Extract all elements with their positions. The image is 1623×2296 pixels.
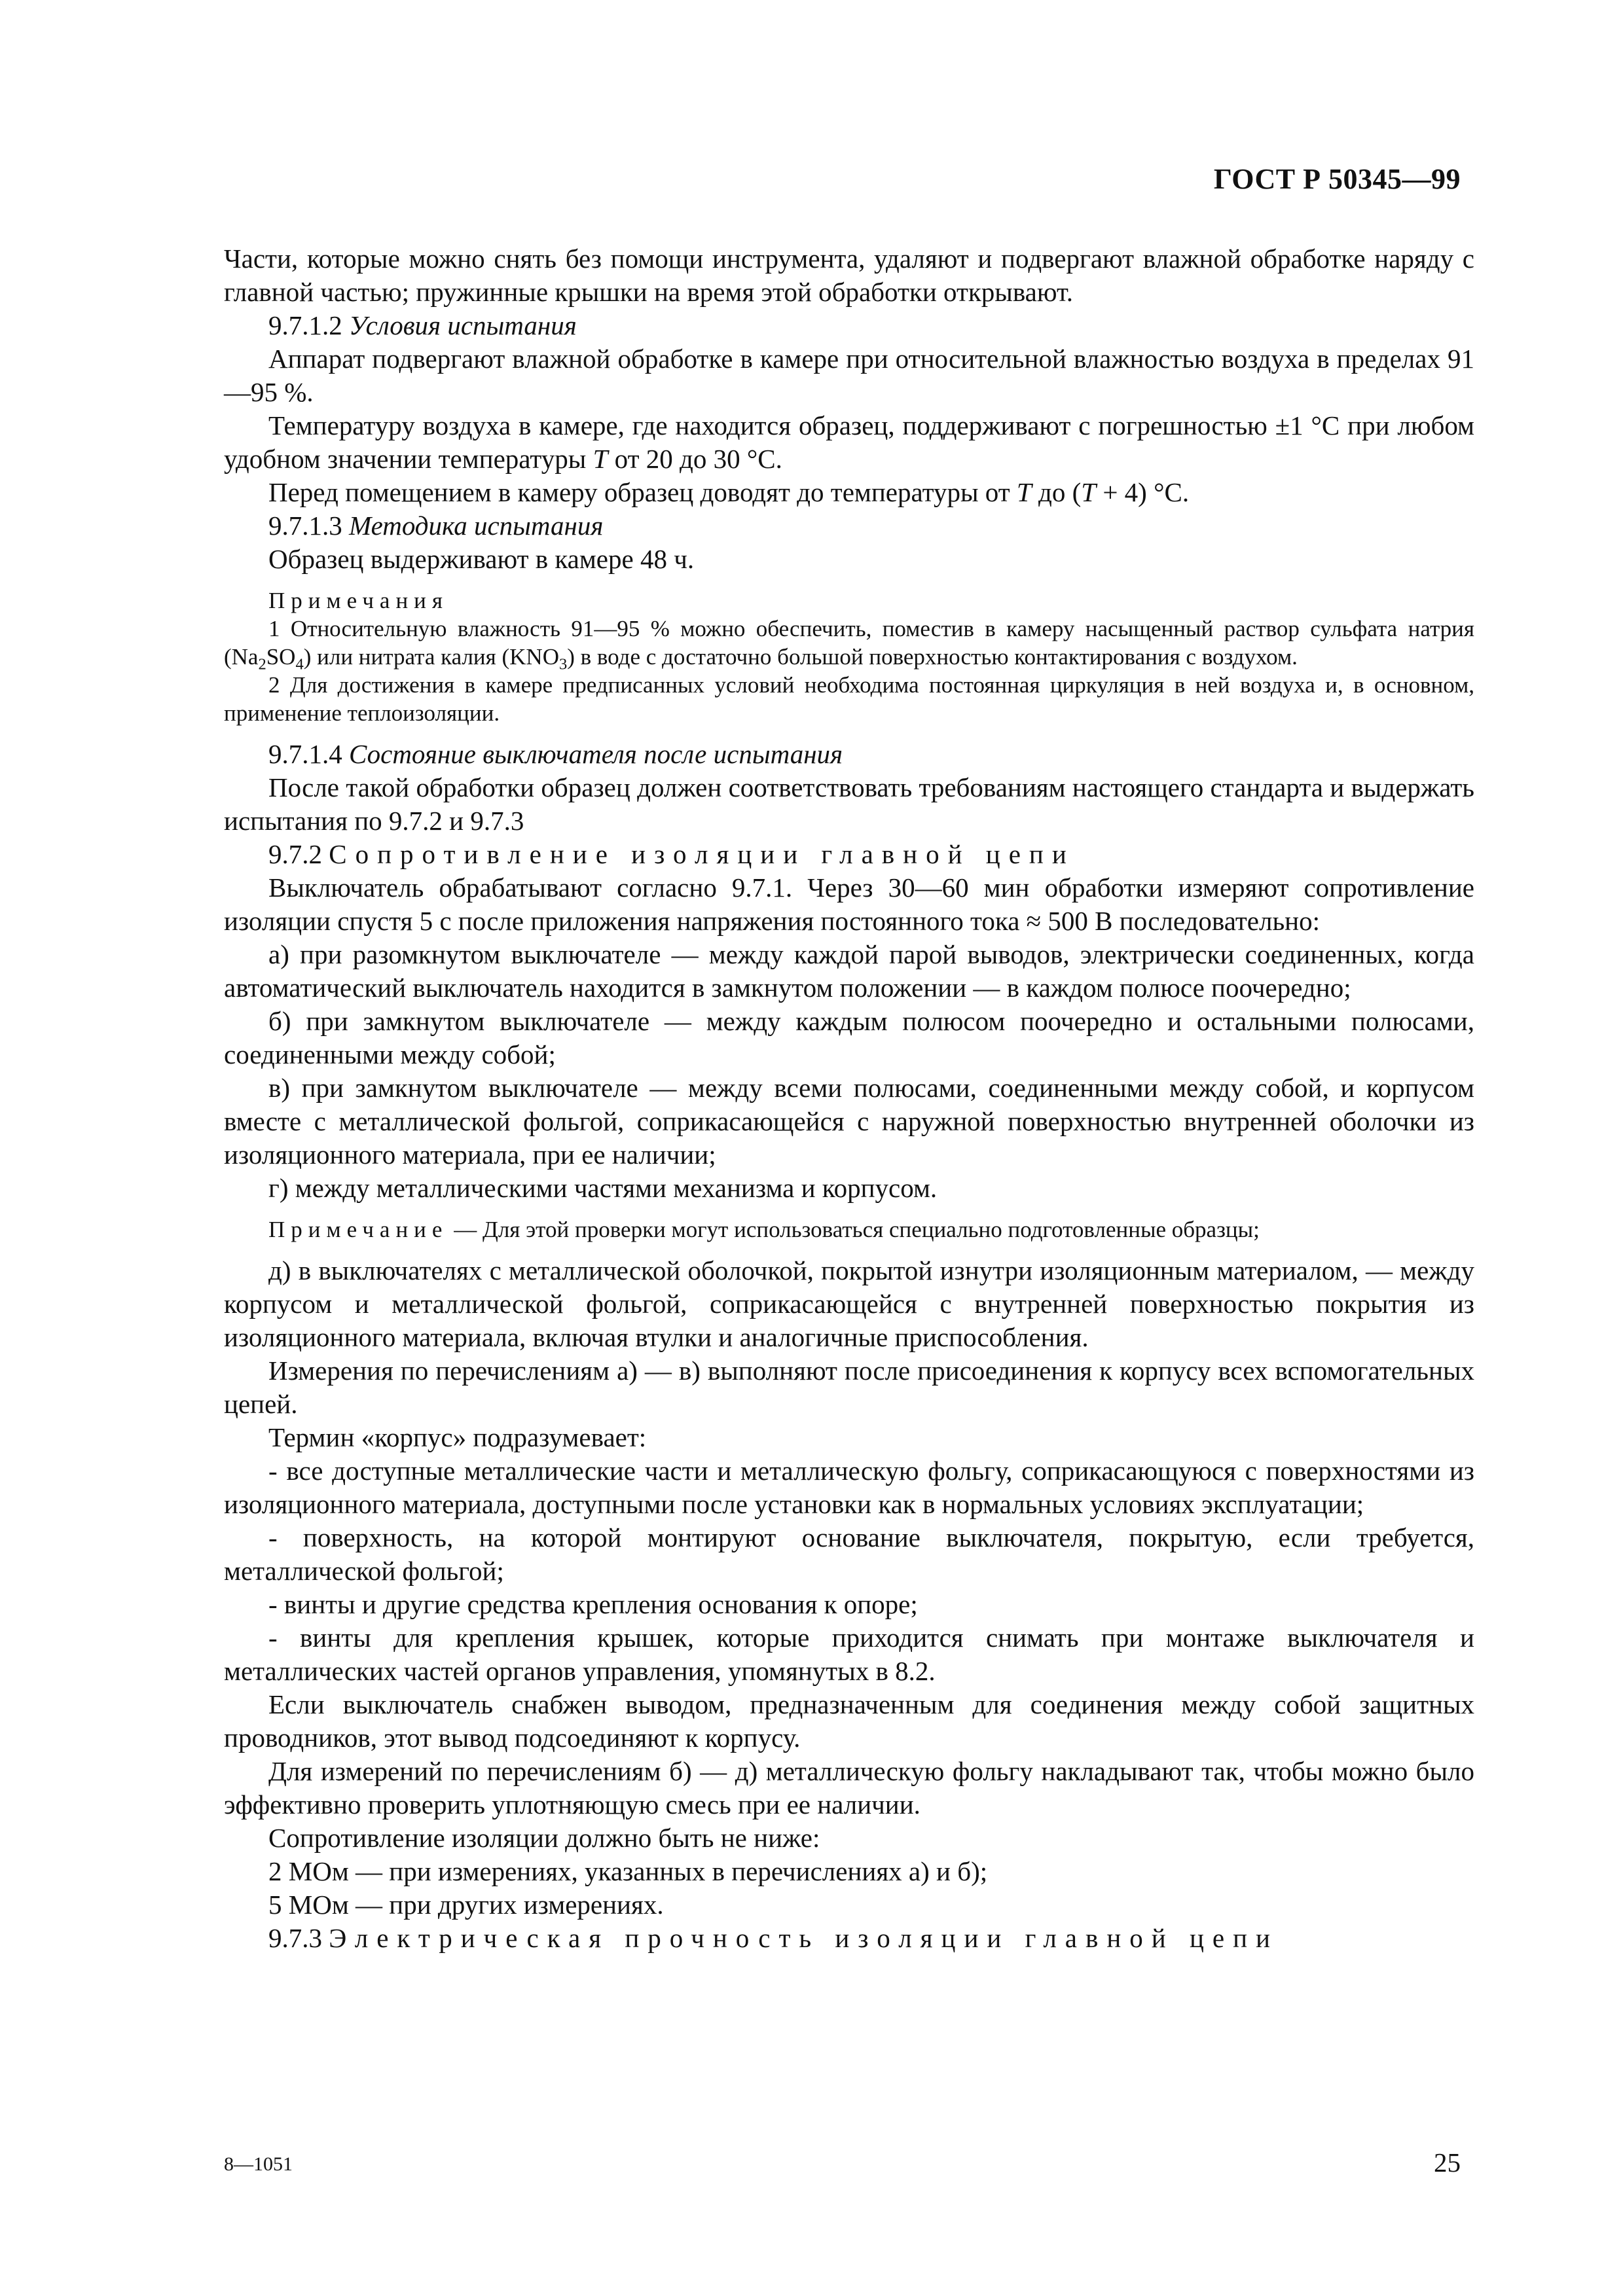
paragraph: Для измерений по перечислениям б) — д) металлическую фольгу накладывают так, чтобы можно было эффективно проверить уплотняющую смесь при ее наличии.: [224, 1756, 1474, 1820]
dash-item-3: - винты и другие средства крепления основания к опоре;: [268, 1589, 918, 1619]
paragraph: Измерения по перечислениям а) — в) выполняют после присоединения к корпусу всех вспомогательных цепей.: [224, 1355, 1474, 1419]
list-item-b: б) при замкнутом выключателе — между каждым полюсом поочередно и остальными полюсами, соединенными между собой;: [224, 1006, 1474, 1069]
paragraph: Перед помещением в камеру образец доводят до температуры от Т до (Т + 4) °С.: [268, 477, 1190, 507]
paragraph: Части, которые можно снять без помощи инструмента, удаляют и подвергают влажной обработке наряду с главной частью; пружинные крышки на время этой обработки открывают.: [224, 243, 1474, 307]
paragraph: Термин «корпус» подразумевает:: [268, 1422, 647, 1452]
section-heading-9-7-2: 9.7.2 Сопротивление изоляции главной цепи: [268, 839, 1075, 869]
dash-item-1: - все доступные металлические части и металлическую фольгу, соприкасающуюся с поверхностями из изоляционного материала, доступными после установки как в нормальных условиях эксплуатации;: [224, 1456, 1474, 1519]
section-heading-9-7-1-3: 9.7.1.3 Методика испытания: [268, 511, 604, 541]
notes-heading: Примечания: [268, 588, 449, 613]
document-header: ГОСТ Р 50345—99: [1213, 163, 1461, 195]
note-2: 2 Для достижения в камере предписанных условий необходима постоянная циркуляция в ней воздуха и, в основном, применение теплоизоляции.: [224, 672, 1474, 726]
document-body: [224, 242, 1474, 1955]
paragraph: 2 МОм — при измерениях, указанных в перечислениях а) и б);: [268, 1856, 988, 1886]
note-1: 1 Относительную влажность 91—95 % можно обеспечить, поместив в камеру насыщенный раствор сульфата натрия $(Na_2SO_4)$ или нитрата калия $(KNO_3)$ в воде с достаточно большой поверхностью контактирования с воздухом.: [224, 616, 1474, 673]
page-number: 25: [1434, 2147, 1461, 2178]
list-item-g: г) между металлическими частями механизма и корпусом.: [268, 1173, 938, 1203]
paragraph: Аппарат подвергают влажной обработке в камере при относительной влажностью воздуха в пределах 91—95 %.: [224, 344, 1474, 407]
note-3: Примечание — Для этой проверки могут использоваться специально подготовленные образцы;: [268, 1217, 1260, 1242]
section-heading-9-7-1-2: 9.7.1.2 Условия испытания: [268, 310, 577, 340]
section-heading-9-7-1-4: 9.7.1.4 Состояние выключателя после испытания: [268, 739, 843, 769]
list-item-a: а) при разомкнутом выключателе — между каждой парой выводов, электрически соединенных, когда автоматический выключатель находится в замкнутом положении — в каждом полюсе поочередно;: [224, 939, 1474, 1003]
list-item-v: в) при замкнутом выключателе — между всеми полюсами, соединенными между собой, и корпусом вместе с металлической фольгой, соприкасающейся с наружной поверхностью внутренней оболочки из изоляционного материала, при ее наличии;: [224, 1073, 1474, 1170]
dash-item-4: - винты для крепления крышек, которые приходится снимать при монтаже выключателя и металлических частей органов управления, упомянутых в 8.2.: [224, 1623, 1474, 1686]
paragraph: После такой обработки образец должен соответствовать требованиям настоящего стандарта и выдержать испытания по 9.7.2 и 9.7.3: [224, 772, 1474, 836]
dash-item-2: - поверхность, на которой монтируют основание выключателя, покрытую, если требуется, металлической фольгой;: [224, 1522, 1474, 1586]
paragraph: Образец выдерживают в камере 48 ч.: [268, 544, 695, 574]
paragraph: 5 МОм — при других измерениях.: [268, 1890, 664, 1920]
paragraph: Сопротивление изоляции должно быть не ниже:: [268, 1823, 820, 1853]
footer-code: 8—1051: [224, 2153, 293, 2175]
paragraph: Если выключатель снабжен выводом, предназначенным для соединения между собой защитных проводников, этот вывод подсоединяют к корпусу.: [224, 1689, 1474, 1753]
notes-block: [224, 586, 1474, 727]
section-heading-9-7-3: 9.7.3 Электрическая прочность изоляции главной цепи: [268, 1923, 1279, 1953]
paragraph: Температуру воздуха в камере, где находится образец, поддерживают с погрешностью ±1 °С при любом удобном значении температуры Т от 20 до 30 °С.: [224, 410, 1474, 474]
paragraph: Выключатель обрабатывают согласно 9.7.1. Через 30—60 мин обработки измеряют сопротивление изоляции спустя 5 с после приложения напряжения постоянного тока ≈ 500 В последовательно:: [224, 872, 1474, 936]
list-item-d: д) в выключателях с металлической оболочкой, покрытой изнутри изоляционным материалом, — между корпусом и металлической фольгой, соприкасающейся с внутренней поверхностью покрытия из изоляционного материала, включая втулки и аналогичные приспособления.: [224, 1255, 1474, 1352]
